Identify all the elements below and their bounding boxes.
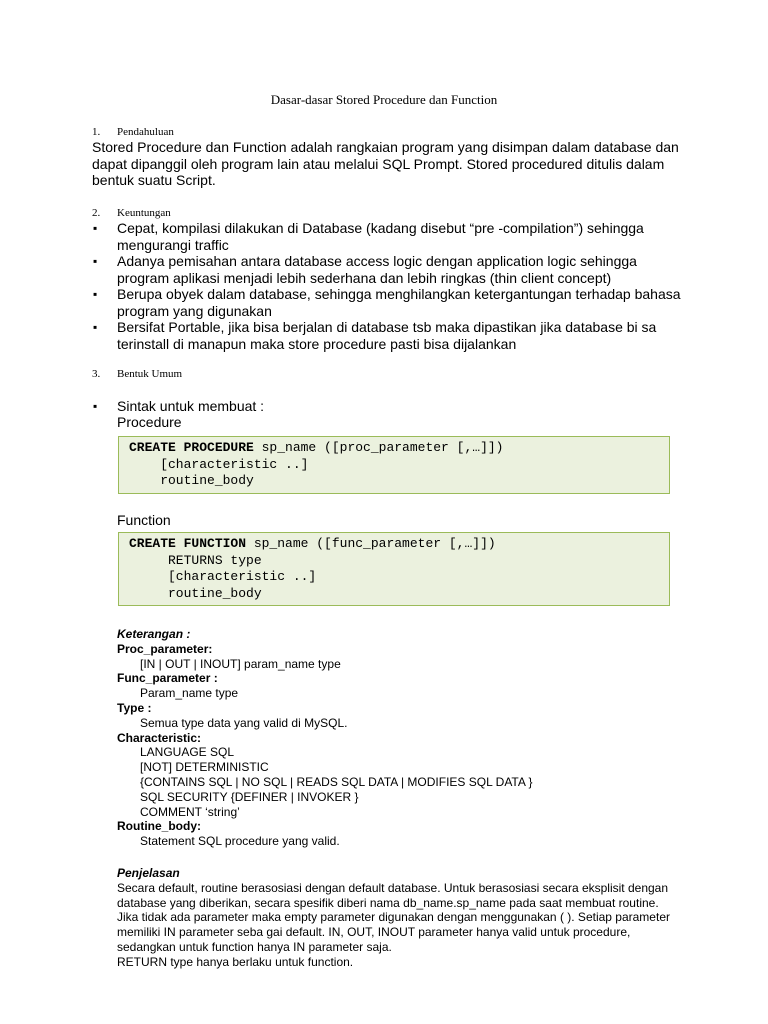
term-description: LANGUAGE SQL [140,745,235,760]
code-line [129,536,659,553]
term-label: Func_parameter : [117,671,218,686]
term-label: Routine_body: [117,819,201,834]
list-item: ▪ Sintak untuk membuat : [92,398,692,415]
code-line: routine_body [129,585,262,601]
term-description: Statement SQL procedure yang valid. [140,834,340,849]
section-heading-keuntungan [92,207,171,219]
section-number: 3. [92,368,101,380]
penjelasan-paragraph: Secara default, routine berasosiasi dengan default database. Untuk berasosiasi secara eksplisit dengan database yang diberikan, secara spesifik diberi nama db_name.sp_name pada saat membuat routine. [117,880,669,910]
term-description: COMMENT ‘string’ [140,804,240,819]
term-description: Semua type data yang valid di MySQL. [140,715,348,730]
code-text: sp_name ([proc_parameter [,…]]) [253,440,504,455]
term-description: Param_name type [140,686,239,701]
penjelasan-heading: Penjelasan [117,866,180,880]
term-label: Proc_parameter: [117,641,213,656]
term-label: Type : [117,700,152,715]
list-item: ▪ Cepat, kompilasi dilakukan di Database (kadang disebut “pre -compilation”) sehingga mengurangi traffic [92,220,692,253]
list-item: ▪ Berupa obyek dalam database, sehingga menghilangkan ketergantungan terhadap bahasa program yang digunakan [92,286,692,319]
code-line [129,440,659,457]
list-item: ▪ Bersifat Portable, jika bisa berjalan di database tsb maka dipastikan jika database bi sa terinstall di manapun maka store procedure pasti bisa dijalankan [92,319,692,352]
keterangan-heading: Keterangan : [117,627,191,641]
code-line: [characteristic ..] [129,456,309,472]
section-title: Keuntungan [117,207,171,219]
section-title: Pendahuluan [117,126,174,138]
function-label: Function [117,512,171,528]
term-description: SQL SECURITY {DEFINER | INVOKER } [140,789,359,804]
keterangan-section [117,627,677,849]
section-heading-bentuk-umum [92,368,182,380]
code-line: RETURNS type [129,552,262,568]
section-number: 2. [92,207,101,219]
procedure-label: Procedure [117,414,182,430]
section-heading-pendahuluan [92,126,174,138]
code-line: routine_body [129,473,254,488]
syntax-list [92,398,692,415]
penjelasan-paragraph: Jika tidak ada parameter maka empty parameter digunakan dengan menggunakan ( ). Setiap parameter memiliki IN parameter seba gai default. IN, OUT, INOUT parameter hanya valid untuk procedure, sedangkan untuk function hanya IN parameter saja. [117,910,670,954]
advantages-list [92,220,692,352]
penjelasan-paragraph: RETURN type hanya berlaku untuk function. [117,954,354,969]
section-title: Bentuk Umum [117,368,183,380]
document-title: Dasar-dasar Stored Procedure dan Function [270,92,498,107]
term-description: [IN | OUT | INOUT] param_name type [140,656,341,671]
code-keyword: CREATE FUNCTION [129,536,247,551]
term-description: [NOT] DETERMINISTIC [140,760,269,775]
section-number: 1. [92,126,101,138]
list-item: ▪ Adanya pemisahan antara database access logic dengan application logic sehingga program aplikasi menjadi lebih sederhana dan lebih ringkas (thin client concept) [92,253,692,286]
code-line: [characteristic ..] [129,569,317,584]
term-description: {CONTAINS SQL | NO SQL | READS SQL DATA | MODIFIES SQL DATA } [140,774,533,789]
penjelasan-section [117,866,677,970]
term-label: Characteristic: [117,730,202,745]
code-text: sp_name ([func_parameter [,…]]) [246,536,496,551]
function-code-block [118,532,670,606]
code-keyword: CREATE PROCEDURE [129,440,254,455]
procedure-code-block [118,436,670,494]
intro-paragraph: Stored Procedure dan Function adalah rangkaian program yang disimpan dalam database dan dapat dipanggil oleh program lain atau melalui SQL Prompt. Stored procedured ditulis dalam bentuk suatu Script. [92,139,679,188]
